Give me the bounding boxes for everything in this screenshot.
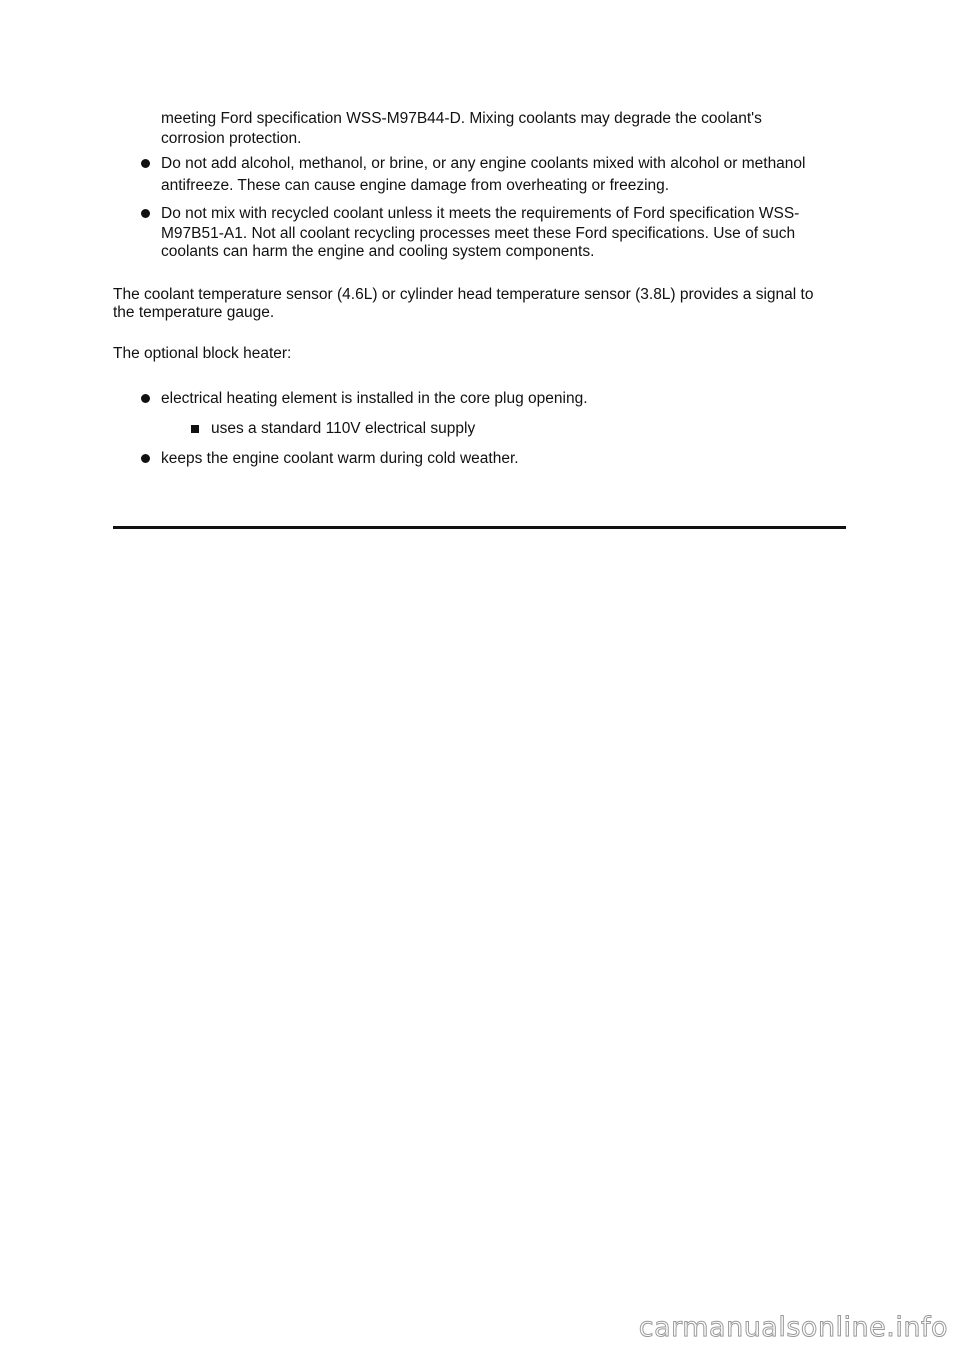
bullet-1-line-2: antifreeze. These can cause engine damage from overheating or freezing.	[161, 177, 670, 194]
bullet-2-line-2: M97B51-A1. Not all coolant recycling processes meet these Ford specifications. Use of such	[161, 225, 796, 242]
bullet-2-line-1: Do not mix with recycled coolant unless it meets the requirements of Ford specification WSS-	[161, 205, 800, 222]
bullet-dot-icon	[141, 454, 150, 463]
bullet-dot-icon	[141, 394, 150, 403]
bullet-dot-icon	[141, 209, 150, 218]
section-divider	[113, 526, 846, 529]
heater-bullet-2: keeps the engine coolant warm during cold weather.	[161, 450, 519, 467]
bullet-2-line-3: coolants can harm the engine and cooling system components.	[161, 243, 595, 260]
heater-paragraph: The optional block heater:	[113, 345, 292, 362]
heater-sub-bullet-1: uses a standard 110V electrical supply	[211, 420, 476, 437]
bullet-square-icon	[191, 425, 199, 433]
sensor-paragraph-line-2: the temperature gauge.	[113, 304, 275, 321]
bullet-dot-icon	[141, 159, 150, 168]
watermark-text: carmanualsonline.info	[638, 1312, 948, 1343]
heater-bullet-1: electrical heating element is installed in the core plug opening.	[161, 390, 588, 407]
continuation-line-1: meeting Ford specification WSS-M97B44-D. Mixing coolants may degrade the coolant's	[161, 110, 762, 127]
continuation-line-2: corrosion protection.	[161, 130, 302, 147]
sensor-paragraph-line-1: The coolant temperature sensor (4.6L) or cylinder head temperature sensor (3.8L) provides a signal to	[113, 286, 814, 303]
bullet-1-line-1: Do not add alcohol, methanol, or brine, or any engine coolants mixed with alcohol or methanol	[161, 155, 806, 172]
